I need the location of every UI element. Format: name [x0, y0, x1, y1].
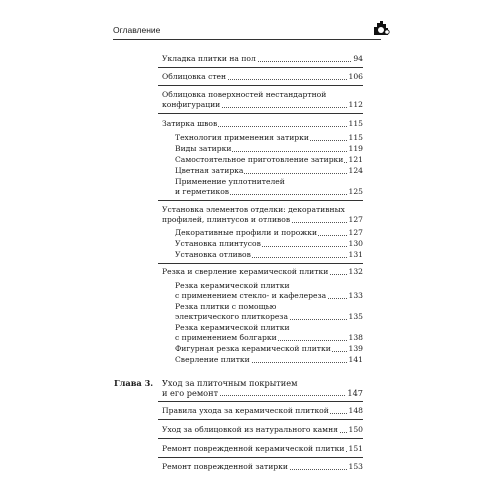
toc-entry[interactable] [162, 462, 363, 472]
page-number: 131 [348, 250, 363, 259]
page-number: 133 [348, 291, 363, 300]
toc-subentry[interactable] [175, 228, 363, 238]
entry-title: Фигурная резка керамической плитки [175, 344, 331, 353]
entry-title-line1: Уход за плиточным покрытием [162, 378, 298, 388]
toc-subentry[interactable] [175, 281, 363, 301]
entry-title-line1: Применение уплотнителей [175, 177, 285, 186]
entry-separator [158, 67, 363, 68]
header-title: Оглавление [113, 25, 161, 35]
toc-entry[interactable] [162, 406, 363, 416]
entry-title: Облицовка стен [162, 72, 227, 81]
page-number: 148 [348, 406, 363, 415]
toc-subentry[interactable] [175, 155, 363, 165]
entry-title-line1: Резка керамической плитки [175, 323, 290, 332]
page-number: 132 [348, 267, 363, 276]
toc-subentry[interactable] [175, 250, 363, 260]
toc-subentry[interactable] [175, 177, 363, 197]
page-number: 115 [348, 133, 363, 142]
entry-separator [158, 200, 363, 201]
entry-separator [158, 438, 363, 439]
entry-title: Ремонт поврежденной затирки [162, 462, 288, 471]
toc-entry[interactable] [162, 119, 363, 129]
entry-title-line1: Резка плитки с помощью [175, 302, 277, 311]
entry-separator [158, 419, 363, 420]
toc-subentry[interactable] [175, 344, 363, 354]
toc-entry[interactable] [162, 90, 363, 110]
entry-title: Ремонт поврежденной керамической плитки [162, 444, 345, 453]
entry-title: Укладка плитки на пол [162, 54, 256, 63]
page-number: 106 [348, 72, 363, 81]
entry-title: Установка плинтусов [175, 239, 261, 248]
entry-title: Уход за облицовкой из натурального камня [162, 425, 338, 434]
page-number: 121 [348, 155, 363, 164]
page-number: 119 [348, 144, 363, 153]
page-number: 127 [348, 215, 363, 224]
toc-subentry[interactable] [175, 323, 363, 343]
page-number: 130 [348, 239, 363, 248]
entry-title: Самостоятельное приготовление затирки [175, 155, 344, 164]
page-number: 141 [348, 355, 363, 364]
entry-title: Технология применения затирки [175, 133, 309, 142]
page-number: 94 [353, 54, 363, 63]
entry-title-line1: Облицовка поверхностей нестандартной [162, 90, 327, 99]
entry-title: Резка и сверление керамической плитки [162, 267, 329, 276]
entry-title: электрического плиткореза [175, 312, 288, 321]
chapter-label: Глава 3. [114, 378, 154, 388]
entry-title: конфигурации [162, 100, 221, 109]
entry-title-line1: Резка керамической плитки [175, 281, 290, 290]
page-number: 150 [348, 425, 363, 434]
entry-title: Виды затирки [175, 144, 232, 153]
page-number: 115 [348, 119, 363, 128]
toc-entry[interactable] [162, 72, 363, 82]
entry-separator [158, 401, 363, 402]
toc-subentry[interactable] [175, 133, 363, 143]
toc-subentry[interactable] [175, 144, 363, 154]
entry-title: Цветная затирка [175, 166, 244, 175]
entry-title-line1: Установка элементов отделки: декоративных [162, 205, 345, 214]
entry-title: и его ремонт [162, 388, 219, 398]
entry-title: Сверление плитки [175, 355, 250, 364]
entry-separator [158, 457, 363, 458]
toc-subentry[interactable] [175, 239, 363, 249]
page-number: 139 [348, 344, 363, 353]
toc-entry[interactable] [162, 444, 363, 454]
toc-subentry[interactable] [175, 166, 363, 176]
toc-chapter-entry[interactable] [162, 378, 363, 398]
page-number: 147 [347, 388, 363, 398]
toc-entry[interactable] [162, 267, 363, 277]
page-number: 112 [348, 100, 363, 109]
page-number: 138 [348, 333, 363, 342]
entry-title: профилей, плинтусов и отливов [162, 215, 291, 224]
page-number: 125 [348, 187, 363, 196]
entry-separator [158, 113, 363, 114]
entry-title: Затирка швов [162, 119, 218, 128]
page-number: 135 [348, 312, 363, 321]
toc-entry[interactable] [162, 54, 363, 64]
entry-title: с применением стекло- и кафелереза [175, 291, 327, 300]
entry-title: Декоративные профили и порожки [175, 228, 318, 237]
entry-title: Установка отливов [175, 250, 251, 259]
page-number: 127 [348, 228, 363, 237]
entry-title: Правила ухода за керамической плиткой [162, 406, 329, 415]
page-number: 124 [348, 166, 363, 175]
toc-entry[interactable] [162, 205, 363, 225]
entry-title: с применением болгарки [175, 333, 277, 342]
toc-subentry[interactable] [175, 302, 363, 322]
entry-title: и герметиков [175, 187, 230, 196]
toc-entry[interactable] [162, 425, 363, 435]
entry-separator [158, 85, 363, 86]
page-number: 153 [348, 462, 363, 471]
page-number: 151 [348, 444, 363, 453]
toc-subentry[interactable] [175, 355, 363, 365]
entry-separator [158, 263, 363, 264]
